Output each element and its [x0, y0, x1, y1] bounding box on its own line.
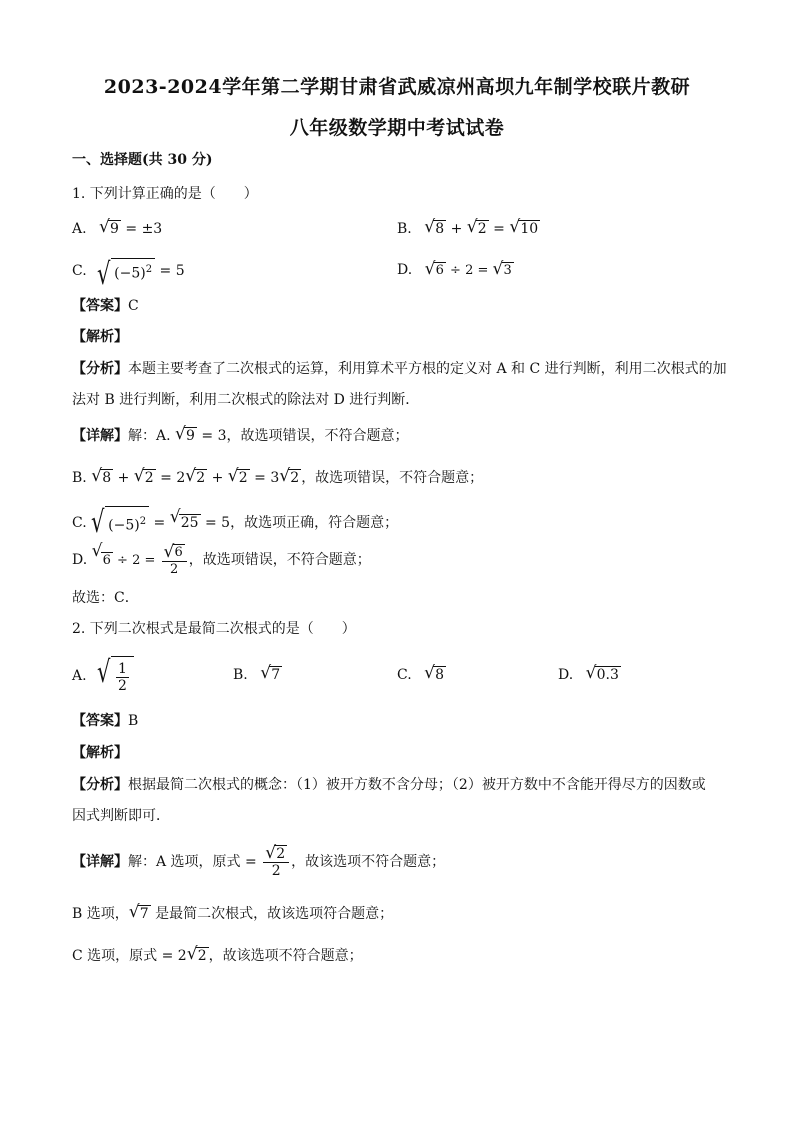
q1-option-b: B. √ 8 + √ 2 = √ 10: [397, 217, 539, 237]
q1-choose: 故选：C．: [72, 590, 139, 606]
q2-xiangjie-a: 【详解】解：A 选项，原式 = √ 2 2 ，故该选项不符合题意；: [72, 843, 446, 879]
exam-title-line1: 2023-2024学年第二学期甘肃省武威凉州高坝九年制学校联片教研: [103, 76, 691, 98]
q2-fenxi-line2: 因式判断即可．: [72, 808, 170, 824]
q1-fenxi-line1: 【分析】本题主要考查了二次根式的运算，利用算术平方根的定义对 A 和 C 进行判断，利用二次根式的加: [72, 361, 727, 377]
q1-xiangjie-b: B. √ 8 + √ 2 = 2 √ 2 + √ 2 = 3 √ 2 ，故选项错误，不符合题意；: [72, 466, 484, 486]
sqrt-symbol: √ 9: [99, 217, 119, 237]
q2-analysis-tag: 【解析】: [72, 745, 128, 761]
q1-xiangjie-d: D. √ 6 ÷ 2 = √ 6 2 ，故选项错误，不符合题意；: [72, 541, 371, 577]
q2-option-d: D. √ 0.3: [558, 663, 619, 683]
q2-fenxi-line1: 【分析】根据最简二次根式的概念：（1）被开方数不含分母；（2）被开方数中不含能开得尽方的因数或: [72, 777, 706, 793]
q1-fenxi-line2: 法对 B 进行判断，利用二次根式的除法对 D 进行判断．: [72, 392, 420, 408]
q2-option-a: A. √ $\frac{1}{2}$: [72, 656, 134, 696]
q1-stem: 1. 下列计算正确的是（ ）: [72, 186, 258, 202]
q2-option-b: B. √ 7: [233, 663, 281, 683]
q2-stem: 2. 下列二次根式是最简二次根式的是（ ）: [72, 621, 356, 637]
q1-answer: 【答案】C: [72, 298, 139, 314]
q2-xiangjie-c: C 选项，原式 = 2 √ 2 ，故该选项不符合题意；: [72, 944, 363, 964]
q2-option-c: C. √ 8: [397, 663, 445, 683]
section-heading: 一、选择题(共 30 分): [72, 152, 213, 168]
q1-option-d: D. √ 6 ÷ 2 = √ 3: [397, 259, 512, 279]
q1-option-c: C. √ $(-5)^2 = 5$: [72, 257, 185, 292]
q1-xiangjie-a: 【详解】解：A. √ 9 = 3，故选项错误，不符合题意；: [72, 424, 409, 444]
q1-option-a: A. √ 9 = ±3: [72, 217, 163, 237]
exam-title-line2: 八年级数学期中考试试卷: [289, 117, 505, 139]
q1-xiangjie-c: C. √ $(-5)^2$ = √ 25 = 5，故选项正确，符合题意；: [72, 505, 399, 540]
q2-xiangjie-b: B 选项， √ 7 是最简二次根式，故该选项符合题意；: [72, 902, 394, 922]
q2-answer: 【答案】B: [72, 713, 139, 729]
q1-analysis-tag: 【解析】: [72, 329, 128, 345]
